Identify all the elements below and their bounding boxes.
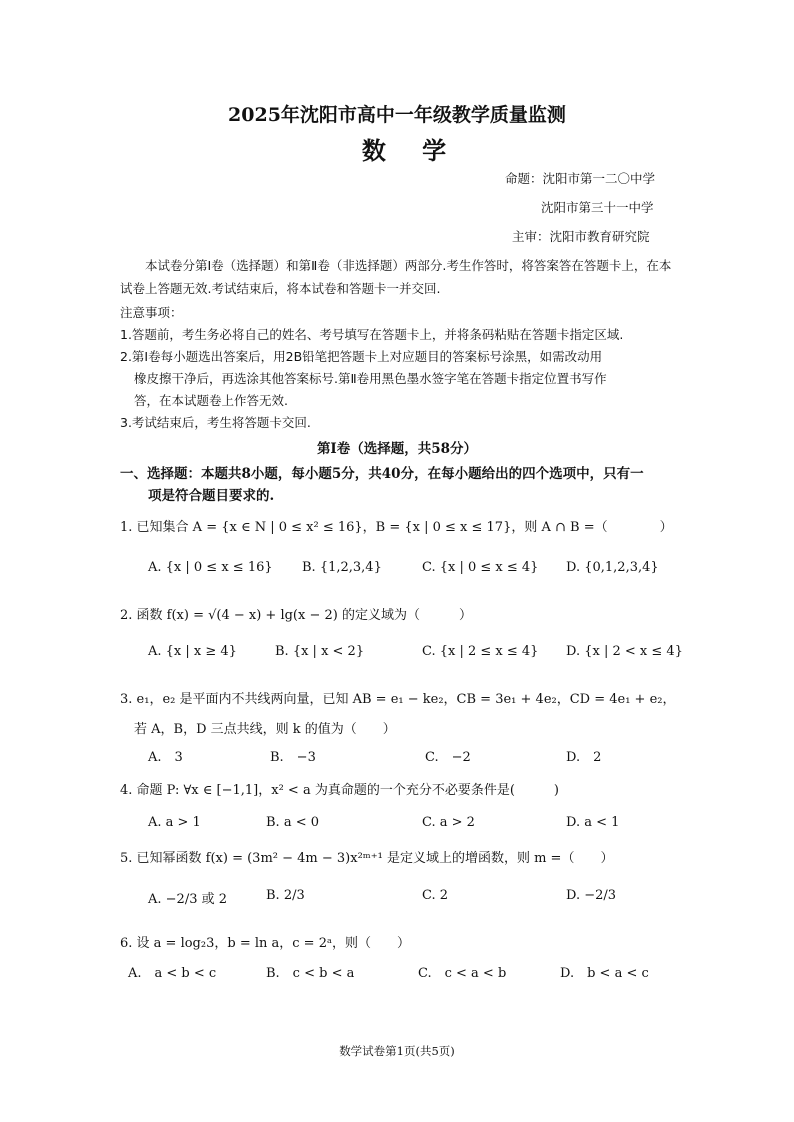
notice-item-2: 2.第Ⅰ卷每小题选出答案后，用2B铅笔把答题卡上对应题目的答案标号涂黑，如需改动用 bbox=[120, 349, 603, 364]
question-5-option-c: C. 2 bbox=[422, 888, 449, 903]
question-1-option-c: C. {x | 0 ≤ x ≤ 4} bbox=[422, 560, 539, 575]
question-3-stem-cont: 若 A，B，D 三点共线，则 k 的值为（ ） bbox=[134, 722, 396, 737]
question-2-option-b: B. {x | x < 2} bbox=[275, 644, 365, 659]
question-3-option-c: C. −2 bbox=[425, 750, 471, 765]
question-4-stem: 4. 命题 P: ∀x ∈ [−1,1]，x² < a 为真命题的一个充分不必要条件是( ) bbox=[120, 783, 559, 798]
subject-title: 数 学 bbox=[361, 136, 461, 165]
part-title: 一、选择题：本题共8小题，每小题5分，共40分，在每小题给出的四个选项中，只有一 bbox=[120, 466, 644, 482]
question-4-option-d: D. a < 1 bbox=[566, 815, 620, 830]
question-6-option-d: D. b < a < c bbox=[560, 966, 649, 981]
question-1-stem: 1. 已知集合 A = {x ∈ N | 0 ≤ x² ≤ 16}，B = {x | 0 ≤ x ≤ 17}，则 A ∩ B =（ ） bbox=[120, 520, 673, 535]
question-1-option-b: B. {1,2,3,4} bbox=[302, 560, 382, 575]
section-title: 第Ⅰ卷（选择题，共58分） bbox=[316, 441, 478, 457]
question-3-option-d: D. 2 bbox=[566, 750, 602, 765]
proposer-line-2: 沈阳市第三十一中学 bbox=[541, 200, 654, 215]
question-2-stem: 2. 函数 f(x) = √(4 − x) + lg(x − 2) 的定义域为（ ） bbox=[120, 608, 472, 623]
exam-title: 2025年沈阳市高中一年级教学质量监测 bbox=[228, 104, 566, 126]
question-5-option-d: D. −2/3 bbox=[566, 888, 617, 903]
question-5-option-b: B. 2/3 bbox=[266, 888, 305, 903]
question-3-stem: 3. e₁，e₂ 是平面内不共线两向量，已知 AB = e₁ − ke₂，CB = 3e₁ + 4e₂，CD = 4e₁ + e₂， bbox=[120, 692, 676, 707]
notice-title: 注意事项： bbox=[120, 305, 183, 320]
proposer-line-1: 命题：沈阳市第一二〇中学 bbox=[505, 171, 656, 186]
question-4-option-c: C. a > 2 bbox=[422, 815, 475, 830]
notice-item-2-cont: 橡皮擦干净后，再选涂其他答案标号.第Ⅱ卷用黑色墨水签字笔在答题卡指定位置书写作 bbox=[134, 371, 607, 386]
question-2-option-c: C. {x | 2 ≤ x ≤ 4} bbox=[422, 644, 539, 659]
question-6-option-c: C. c < a < b bbox=[418, 966, 507, 981]
question-5-stem: 5. 已知幂函数 f(x) = (3m² − 4m − 3)x²ᵐ⁺¹ 是定义域上的增函数，则 m =（ ） bbox=[120, 851, 614, 866]
question-6-stem: 6. 设 a = log₂3，b = ln a，c = 2ᵃ，则（ ） bbox=[120, 936, 410, 951]
part-title-cont: 项是符合题目要求的. bbox=[148, 488, 275, 504]
question-2-option-a: A. {x | x ≥ 4} bbox=[148, 644, 237, 659]
page-footer: 数学试卷第1页(共5页) bbox=[339, 1044, 455, 1058]
question-3-option-a: A. 3 bbox=[148, 750, 183, 765]
question-6-option-b: B. c < b < a bbox=[266, 966, 355, 981]
question-4-option-a: A. a > 1 bbox=[148, 815, 201, 830]
notice-item-2-end: 答，在本试题卷上作答无效. bbox=[134, 393, 288, 408]
reviewer-line: 主审：沈阳市教育研究院 bbox=[512, 229, 650, 244]
question-3-option-b: B. −3 bbox=[270, 750, 316, 765]
notice-item-1: 1.答题前，考生务必将自己的姓名、考号填写在答题卡上，并将条码粘贴在答题卡指定区域. bbox=[120, 327, 624, 342]
intro-paragraph: 本试卷分第Ⅰ卷（选择题）和第Ⅱ卷（非选择题）两部分.考生作答时，将答案答在答题卡上，在本试卷上答题无效.考试结束后，将本试卷和答题卡一并交回. bbox=[120, 258, 672, 296]
question-5-option-a: A. −2/3 或 2 bbox=[148, 892, 228, 907]
question-2-option-d: D. {x | 2 < x ≤ 4} bbox=[566, 644, 683, 659]
notice-item-3: 3.考试结束后，考生将答题卡交回. bbox=[120, 415, 311, 430]
question-6-option-a: A. a < b < c bbox=[128, 966, 217, 981]
question-1-option-d: D. {0,1,2,3,4} bbox=[566, 560, 659, 575]
question-4-option-b: B. a < 0 bbox=[266, 815, 319, 830]
question-1-option-a: A. {x | 0 ≤ x ≤ 16} bbox=[148, 560, 273, 575]
